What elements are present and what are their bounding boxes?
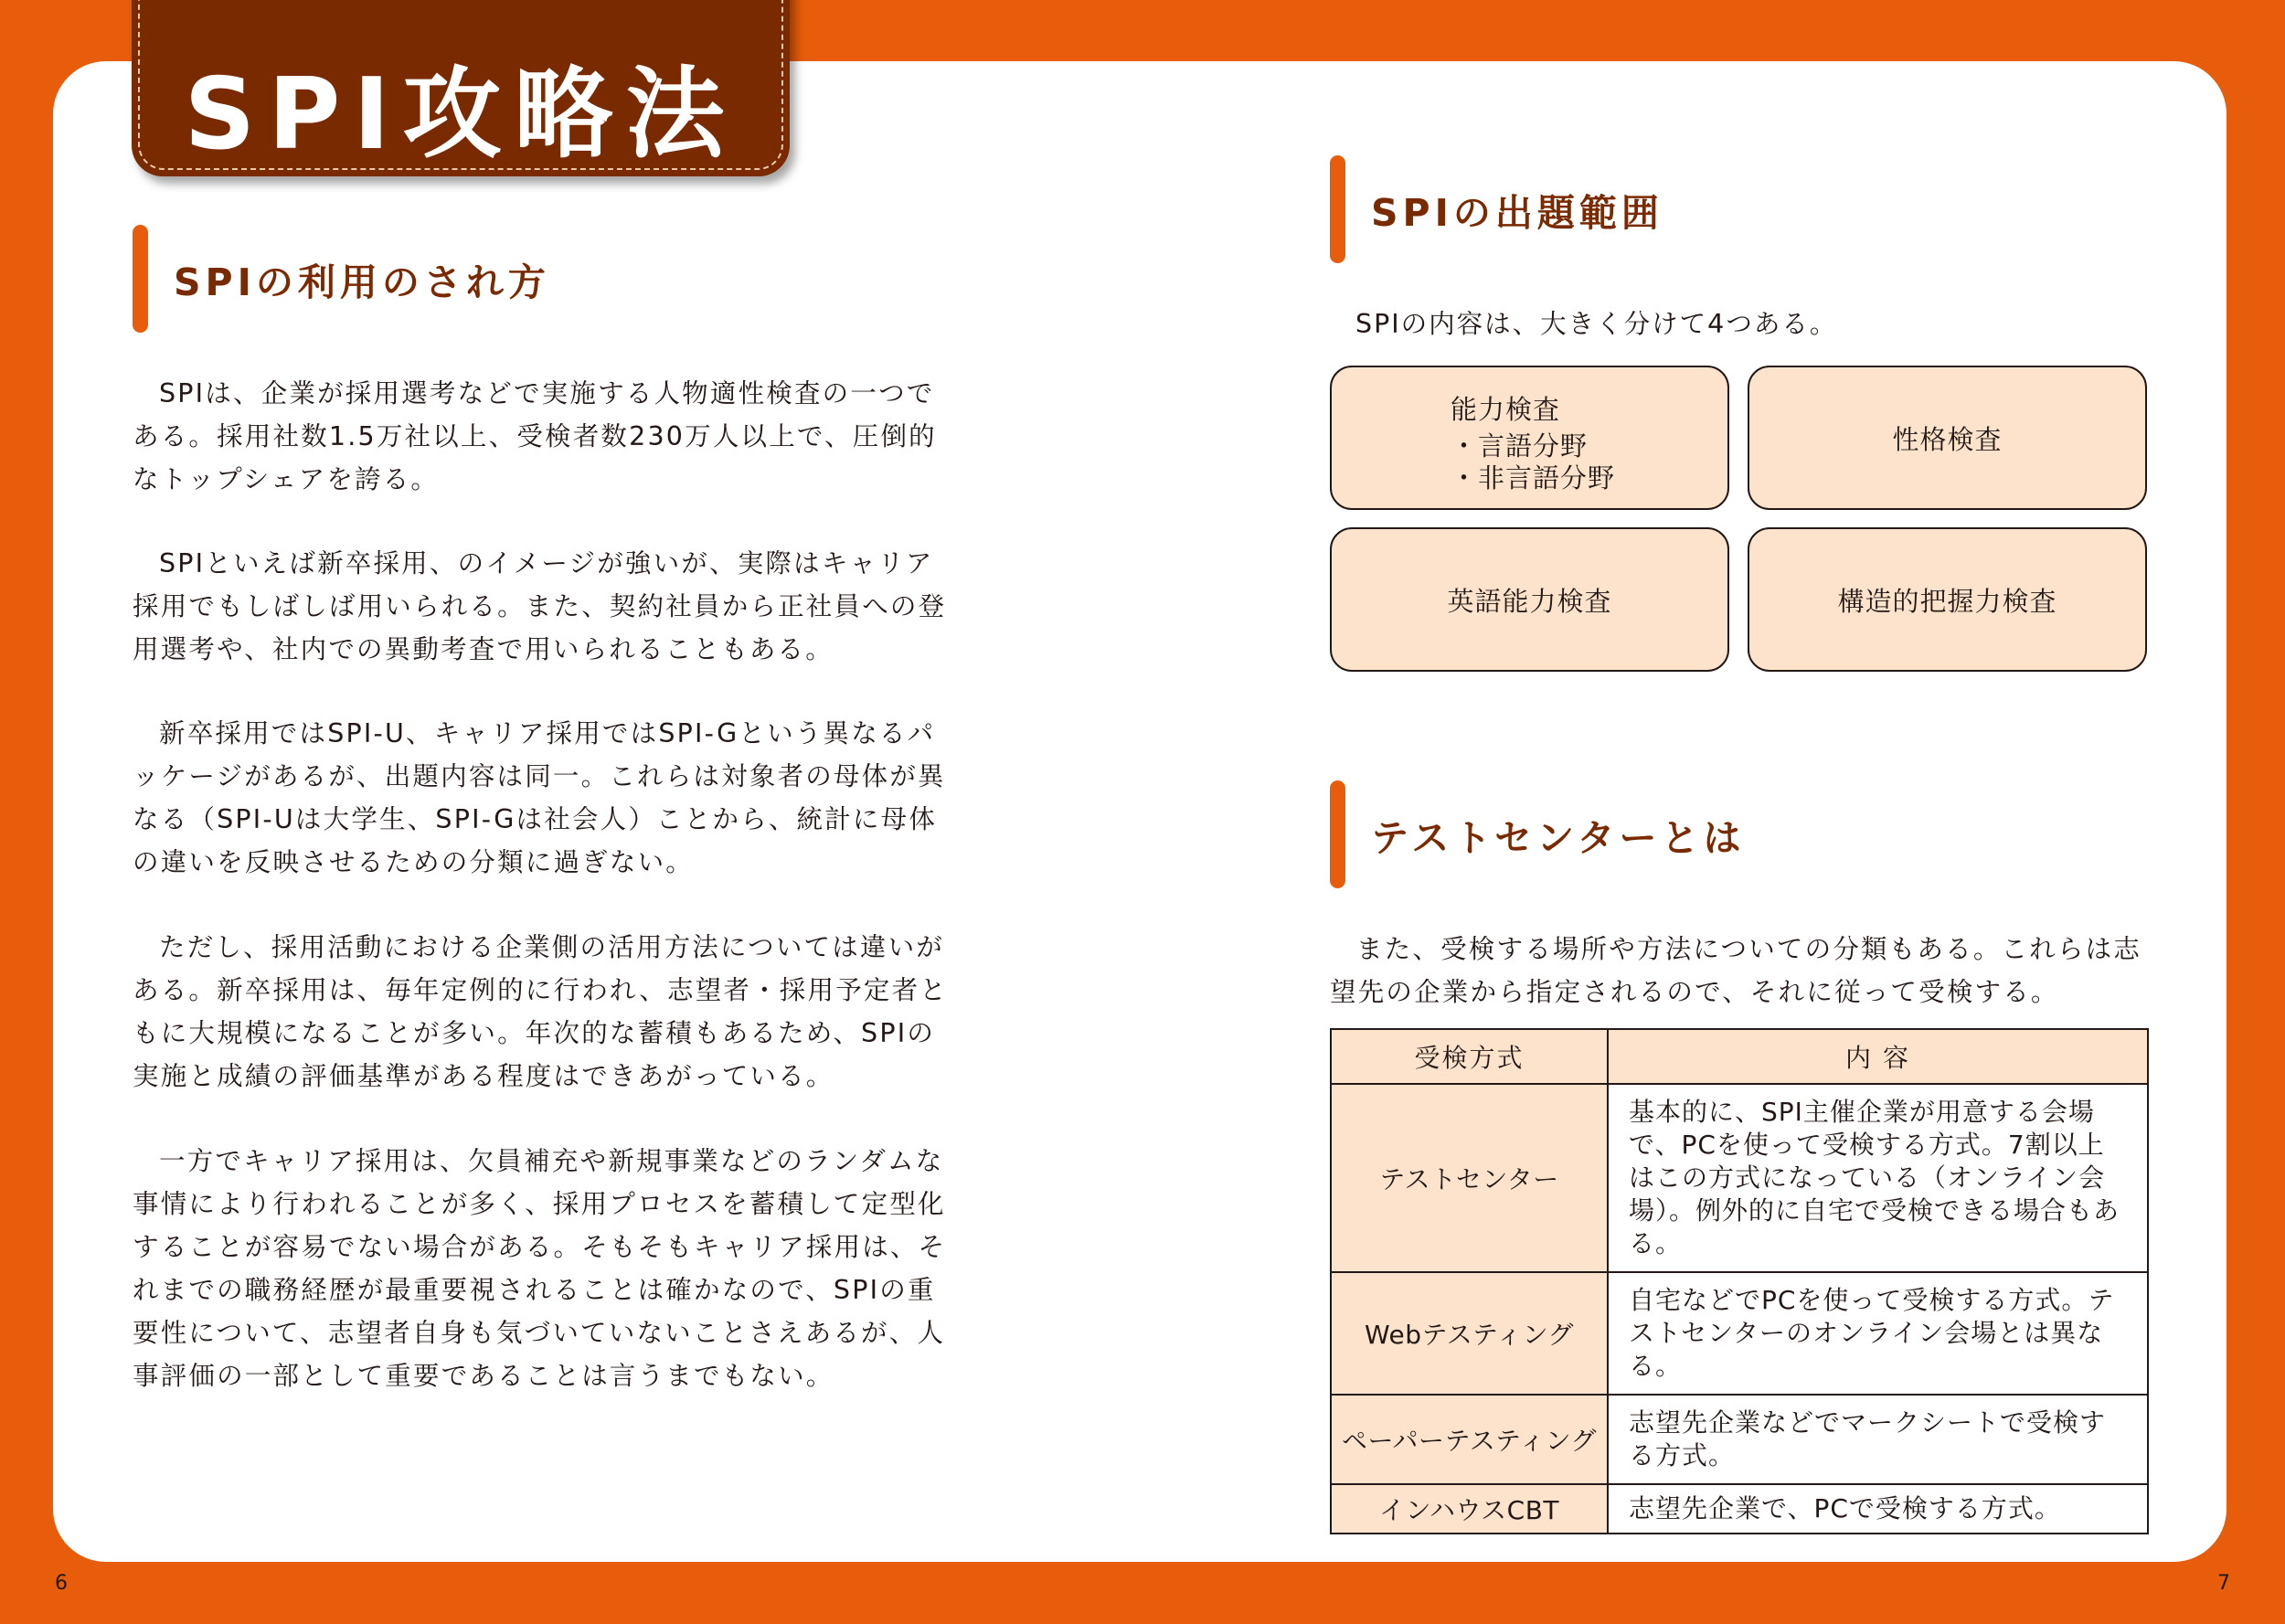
desc-cell: 基本的に、SPI主催企業が用意する会場で、PCを使って受検する方式。7割以上はこの方式になっている（オンライン会場）。例外的に自宅で受検できる場合もある。 <box>1608 1084 2148 1272</box>
test-method-table <box>1330 1028 2149 1534</box>
category-box-structure <box>1748 527 2147 672</box>
box-title: 能力検査 <box>1451 394 1561 425</box>
paragraph-5: 一方でキャリア採用は、欠員補充や新規事業などのランダムな事情により行われることが多く、採用プロセスを蓄積して定型化することが容易でない場合がある。そもそもキャリア採用は、それまでの職務経歴が最重要視されることは確かなので、SPIの重要性について、志望者自身も気づいていないことさえあるが、人事評価の一部として重要であることは言うまでもない。 <box>133 1146 947 1391</box>
box-label: 英語能力検査 <box>1447 585 1612 617</box>
heading-text: SPIの利用のされ方 <box>174 260 550 304</box>
table-header: 受検方式 <box>1331 1029 1608 1084</box>
desc-cell: 志望先企業などでマークシートで受検する方式。 <box>1608 1395 2148 1484</box>
table-row <box>1331 1084 2148 1272</box>
heading-bar <box>1330 780 1345 888</box>
table-row <box>1331 1484 2148 1534</box>
title-tab <box>132 0 790 176</box>
box-label: 性格検査 <box>1892 423 2003 455</box>
category-box-ability <box>1330 366 1729 510</box>
heading-bar <box>1330 155 1345 263</box>
method-cell: Webテスティング <box>1331 1272 1608 1395</box>
heading-text: SPIの出題範囲 <box>1371 190 1663 235</box>
box-item: ・非言語分野 <box>1451 462 1616 494</box>
category-box-english <box>1330 527 1729 672</box>
heading-bar <box>133 225 148 333</box>
box-item: ・言語分野 <box>1451 430 1589 462</box>
testcenter-intro: また、受検する場所や方法についての分類もある。これらは志望先の企業から指定されるので、それに従って受検する。 <box>1330 934 2142 1007</box>
desc-cell: 自宅などでPCを使って受検する方式。テストセンターのオンライン会場とは異なる。 <box>1608 1272 2148 1395</box>
paragraph-2: SPIといえば新卒採用、のイメージが強いが、実際はキャリア採用でもしばしば用いられる。また、契約社員から正社員への登用選考や、社内での異動考査で用いられることもある。 <box>133 548 947 664</box>
paragraph-4: ただし、採用活動における企業側の活用方法については違いがある。新卒採用は、毎年定例的に行われ、志望者・採用予定者ともに大規模になることが多い。年次的な蓄積もあるため、SPIの実施と成績の評価基準がある程度はできあがっている。 <box>133 932 949 1091</box>
table-header-row <box>1331 1029 2148 1084</box>
category-box-personality <box>1748 366 2147 510</box>
method-cell: ペーパーテスティング <box>1331 1395 1608 1484</box>
page-number-left: 6 <box>55 1572 68 1595</box>
paragraph-3: 新卒採用ではSPI-U、キャリア採用ではSPI-Gという異なるパッケージがあるが、出題内容は同一。これらは対象者の母体が異なる（SPI-Uは大学生、SPI-Gは社会人）ことから、統計に母体の違いを反映させるための分類に過ぎない。 <box>133 718 946 877</box>
section-heading-testcenter <box>1330 780 1746 888</box>
method-cell: テストセンター <box>1331 1084 1608 1272</box>
table-row <box>1331 1272 2148 1395</box>
paragraph-1: SPIは、企業が採用選考などで実施する人物適性検査の一つである。採用社数1.5万社以上、受検者数230万人以上で、圧倒的なトップシェアを誇る。 <box>133 378 937 494</box>
table-header: 内 容 <box>1608 1029 2148 1084</box>
box-label: 構造的把握力検査 <box>1837 585 2057 617</box>
desc-cell: 志望先企業で、PCで受検する方式。 <box>1608 1484 2148 1534</box>
page-number-right: 7 <box>2217 1572 2230 1595</box>
scope-intro: SPIの内容は、大きく分けて4つある。 <box>1355 309 1838 339</box>
section-heading-scope <box>1330 155 1663 263</box>
table-row <box>1331 1395 2148 1484</box>
section-heading-usage <box>133 225 550 333</box>
method-cell: インハウスCBT <box>1331 1484 1608 1534</box>
heading-text: テストセンターとは <box>1371 815 1746 860</box>
page-title: SPI攻略法 <box>184 58 738 172</box>
